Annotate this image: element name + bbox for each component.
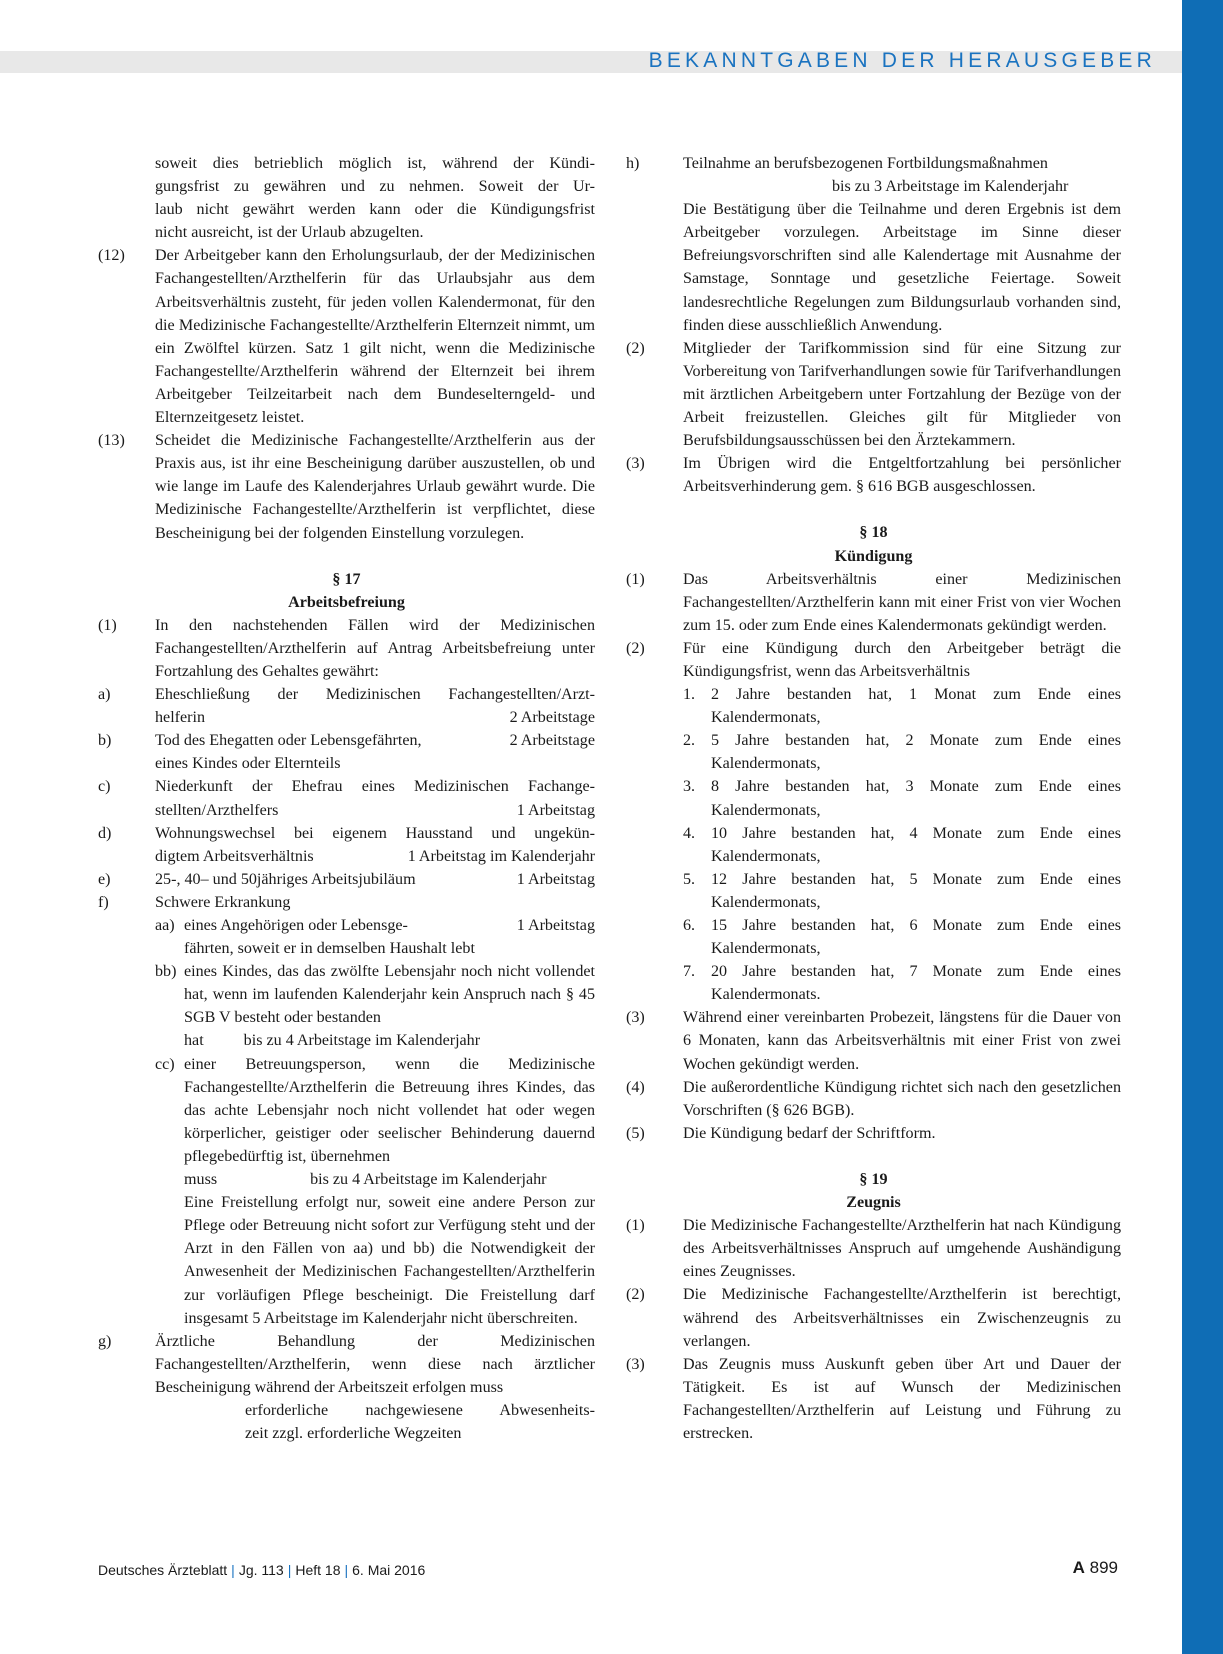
paragraph-13 <box>98 429 595 544</box>
days-value: 1 Arbeitstag im Kalenderjahr <box>407 847 595 865</box>
s18-paragraph-4: (4) Die außerordentliche Kündigung richtet sich nach den gesetzlichen Vorschriften (§ 626 BGB). <box>626 1078 1121 1119</box>
page-number: A 899 <box>1072 1558 1118 1577</box>
notice-period-item: 2. 5 Jahre bestanden hat, 2 Monate zum Ende eines Kalendermonats, <box>683 732 1121 773</box>
days-value: 2 Arbeitstage <box>509 709 595 727</box>
s19-paragraph-1: (1) Die Medizinische Fachangestellte/Arzthelferin hat nach Kündigung des Arbeitsverhältnisses Anspruch auf umgehende Aushändigung eines Zeugnisses. <box>626 1217 1121 1281</box>
section-19-number: § 19 <box>859 1170 888 1188</box>
item-h: h) Teilnahme an berufsbezogenen Fortbildungsmaßnahmen bis zu 3 Arbeitstage im Kalenderjahr Die Bestätigung über die Teilnahme und deren Ergebnis ist dem Arbeitgeber vorzulegen. Arbeitstage im Sinne dieser Befreiungsvorschriften sind alle Kalendertage mit Ausnahme der Samstage, Sonntage und gesetzliche Feiertage. Soweit landesrechtliche Regelungen zum Bildungsurlaub vorhanden sind, finden diese ausschließlich Anwendung. <box>626 152 1121 337</box>
journal-volume: Jg. 113 <box>238 1562 284 1578</box>
notice-period-item: 5. 12 Jahre bestanden hat, 5 Monate zum Ende eines Kalendermonats, <box>683 870 1121 911</box>
left-column <box>98 152 595 1445</box>
days-value: 1 Arbeitstag <box>516 801 595 819</box>
s17-paragraph-3: (3) Im Übrigen wird die Entgeltfortzahlung bei persönlicher Arbeitsverhinderung gem. § 616 BGB ausgeschlossen. <box>626 455 1121 496</box>
side-color-bar <box>1182 0 1223 1654</box>
s19-paragraph-3: (3) Das Zeugnis muss Auskunft geben über Art und Dauer der Tätigkeit. Es ist auf Wunsch der Medizinischen Fachangestellten/Arzthelferin auf Leistung und Führung zu erstrecken. <box>626 1355 1121 1442</box>
notice-period-item: 4. 10 Jahre bestanden hat, 4 Monate zum Ende eines Kalendermonats, <box>683 824 1121 865</box>
notice-period-item: 7. 20 Jahre bestanden hat, 7 Monate zum Ende eines Kalendermonats. <box>683 963 1121 1004</box>
section-17-title: Arbeitsbefreiung <box>288 593 405 611</box>
days-value: 2 Arbeitstage <box>509 732 595 750</box>
s17-paragraph-1: (1) In den nachstehenden Fällen wird der Medizinischen Fachangestellten/Arzthelferin auf Antrag Arbeitsbefreiung unter Fortzahlung des Gehaltes gewährt: <box>98 616 595 680</box>
section-18-number: § 18 <box>859 524 888 542</box>
paragraph-text: Der Arbeitgeber kann den Erholungsurlaub, der der Medizinischen Fachangestellten/Arzthelferin für das Urlaubsjahr aus dem Arbeitsverhältnis zusteht, für jeden vollen Kalendermonat, für den die Medizinische Fachangestellte/Arzthelferin Elternzeit nimmt, um ein Zwölftel kürzen. Satz 1 gilt nicht, wenn die Medizinische Fachangestellte/Arzthelferin während der Elternzeit bei ihrem Arbeitgeber Teilzeitarbeit nach dem Bundeselterngeld- und Elternzeitgesetz leistet. <box>155 247 595 427</box>
s18-paragraph-2: (2) Für eine Kündigung durch den Arbeitgeber beträgt die Kündigungsfrist, wenn das Arbeitsverhältnis <box>626 639 1121 680</box>
section-18-title: Kündigung <box>834 547 913 565</box>
notice-period-item: 1. 2 Jahre bestanden hat, 1 Monat zum Ende eines Kalendermonats, <box>683 686 1121 727</box>
item-d: d) Wohnungswechsel bei eigenem Hausstand und ungekün- digtem Arbeitsverhältnis 1 Arbeitstag im Kalenderjahr <box>98 822 595 868</box>
item-e: e) 25-, 40– und 50jähriges Arbeitsjubiläum 1 Arbeitstag <box>98 868 595 891</box>
item-g: g) Ärztliche Behandlung der Medizinischen Fachangestellten/Arzthelferin, wenn diese nach ärztlicher Bescheinigung während der Arbeitszeit erfolgen muss <box>98 1332 595 1396</box>
item-f-note: Eine Freistellung erfolgt nur, soweit eine andere Person zur Pflege oder Betreuung nicht sofort zur Verfügung steht und der Arzt in den Fällen von aa) und bb) die Notwendigkeit der Anwesenheit der Medizinischen Fachangestellten/Arzthelferin zur vorläufigen Pflege bescheinigt. Die Freistellung darf insgesamt 5 Arbeitstage im Kalenderjahr nicht überschreiten. <box>184 1194 595 1327</box>
item-f: f) Schwere Erkrankung aa) eines Angehörigen oder Lebensge- 1 Arbeitstag fährten, soweit er in demselben Haushalt lebt bb) eines Kindes, das das zwölfte Lebensjahr noch nicht vollendet hat, wenn im laufenden Kalenderjahr kein Anspruch nach § 45 SGB V besteht oder bestanden hat bis zu 4 Arbeitstage im Kalenderjahr cc) einer Betreuungsperson, wenn die Medizinische Fachangestellte/Arzthelferin die Betreuung ihres Kindes, das das achte Lebensjahr noch nicht vollendet hat oder wegen körperlicher, geistiger oder seelischer Behinderung dauernd pflegebedürftig ist, übernehmen muss bis zu 4 Arbeitstage im Kalenderjahr Eine Freistellung erfolgt nur, soweit eine andere Person zur Pflege oder Betreuung nicht sofort zur Verfügung steht und der Arzt in den Fällen von aa) und bb) die Notwendigkeit der Anwesenheit der Medizinischen Fachangestellten/Arzthelferin zur vorläufigen Pflege bescheinigt. Die Freistellung darf insgesamt 5 Arbeitstage im Kalenderjahr nicht überschreiten. <box>98 891 595 1330</box>
item-f-aa: aa) eines Angehörigen oder Lebensge- 1 Arbeitstag fährten, soweit er in demselben Haushalt lebt <box>155 914 595 960</box>
item-g-value: erforderliche nachgewiesene Abwesenheits- zeit zzgl. erforderliche Wegzeiten <box>245 1401 595 1443</box>
days-value: bis zu 4 Arbeitstage im Kalenderjahr <box>243 1032 481 1050</box>
paragraph-text: Scheidet die Medizinische Fachangestellte/Arzthelferin aus der Praxis aus, ist ihr eine Bescheinigung darüber auszustellen, ob und wie lange im Laufe des Kalenderjahres Urlaub gewährt wurde. Die Medizinische Fachangestellte/Arzthelferin ist verpflichtet, diese Bescheinigung bei der folgenden Einstellung vorzulegen. <box>155 432 595 542</box>
journal-name: Deutsches Ärzteblatt <box>98 1562 228 1578</box>
paragraph-label: (12) <box>98 247 125 265</box>
notice-period-item: 3. 8 Jahre bestanden hat, 3 Monate zum Ende eines Kalendermonats, <box>683 778 1121 819</box>
item-h-note: Die Bestätigung über die Teilnahme und deren Ergebnis ist dem Arbeitgeber vorzulegen. Arbeitstage im Sinne dieser Befreiungsvorschriften sind alle Kalendertage mit Ausnahme der Samstage, Sonntage und gesetzliche Feiertage. Soweit landesrechtliche Regelungen zum Bildungsurlaub vorhanden sind, finden diese ausschließlich Anwendung. <box>683 201 1121 334</box>
journal-issue: Heft 18 <box>295 1562 341 1578</box>
days-value: 1 Arbeitstag <box>516 917 595 934</box>
s18-paragraph-3: (3) Während einer vereinbarten Probezeit, längstens für die Dauer von 6 Monaten, kann das Arbeitsverhältnis mit einer Frist von zwei Wochen gekündigt werden. <box>626 1009 1121 1073</box>
paragraph-12 <box>98 244 595 429</box>
item-f-cc: cc) einer Betreuungsperson, wenn die Medizinische Fachangestellte/Arzthelferin die Betreuung ihres Kindes, das das achte Lebensjahr noch nicht vollendet hat oder wegen körperlicher, geistiger oder seelischer Behinderung dauernd pflegebedürftig ist, übernehmen muss bis zu 4 Arbeitstage im Kalenderjahr Eine Freistellung erfolgt nur, soweit eine andere Person zur Pflege oder Betreuung nicht sofort zur Verfügung steht und der Arzt in den Fällen von aa) und bb) die Notwendigkeit der Anwesenheit der Medizinischen Fachangestellten/Arzthelferin zur vorläufigen Pflege bescheinigt. Die Freistellung darf insgesamt 5 Arbeitstage im Kalenderjahr nicht überschreiten. <box>155 1053 595 1330</box>
section-header: BEKANNTGABEN DER HERAUSGEBER <box>648 49 1156 72</box>
item-c: c) Niederkunft der Ehefrau eines Medizinischen Fachange- stellten/Arzthelfers 1 Arbeitstag <box>98 775 595 821</box>
paragraph-11-continuation: soweit dies betrieblich möglich ist, während der Kündi- gungsfrist zu gewähren und zu nehmen. Soweit der Ur- laub nicht gewährt werden kann oder die Kündigungsfrist nicht ausreicht, ist der Urlaub abzugelten. <box>155 155 595 242</box>
s19-paragraph-2: (2) Die Medizinische Fachangestellte/Arzthelferin ist berechtigt, während des Arbeitsverhältnisses ein Zwischenzeugnis zu verlangen. <box>626 1286 1121 1350</box>
s18-paragraph-1: (1) Das Arbeitsverhältnis einer Medizinischen Fachangestellten/Arzthelferin kann mit einer Frist von vier Wochen zum 15. oder zum Ende eines Kalendermonats gekündigt werden. <box>626 570 1121 634</box>
item-f-bb: bb) eines Kindes, das das zwölfte Lebensjahr noch nicht vollendet hat, wenn im laufenden Kalenderjahr kein Anspruch nach § 45 SGB V besteht oder bestanden hat bis zu 4 Arbeitstage im Kalenderjahr <box>155 963 595 1050</box>
section-19-title: Zeugnis <box>846 1194 901 1212</box>
s18-paragraph-5: (5) Die Kündigung bedarf der Schriftform. <box>626 1124 936 1142</box>
days-value: bis zu 4 Arbeitstage im Kalenderjahr <box>310 1171 547 1189</box>
journal-date: 6. Mai 2016 <box>352 1562 426 1578</box>
paragraph-label: (13) <box>98 432 125 450</box>
days-value: 1 Arbeitstag <box>516 870 595 888</box>
item-a: a) Eheschließung der Medizinischen Fachangestellten/Arzt- helferin 2 Arbeitstage <box>98 683 595 729</box>
item-b: b) Tod des Ehegatten oder Lebensgefährten, 2 Arbeitstage eines Kindes oder Elternteils <box>98 729 595 775</box>
right-column <box>626 152 1121 1445</box>
section-17-number: § 17 <box>332 570 361 588</box>
notice-period-item: 6. 15 Jahre bestanden hat, 6 Monate zum Ende eines Kalendermonats, <box>683 917 1121 958</box>
s17-paragraph-2: (2) Mitglieder der Tarifkommission sind für eine Sitzung zur Vorbereitung von Tarifverhandlungen sowie für Tarifverhandlungen mit ärztlichen Arbeitgebern unter Fortzahlung der Bezüge von der Arbeit freizustellen. Gleiches gilt für Mitglieder von Berufsbildungsausschüssen bei den Ärztekammern. <box>626 339 1121 450</box>
footer-citation: Deutsches Ärzteblatt | Jg. 113 | Heft 18 | 6. Mai 2016 <box>98 1562 426 1578</box>
days-value: bis zu 3 Arbeitstage im Kalenderjahr <box>832 178 1069 196</box>
